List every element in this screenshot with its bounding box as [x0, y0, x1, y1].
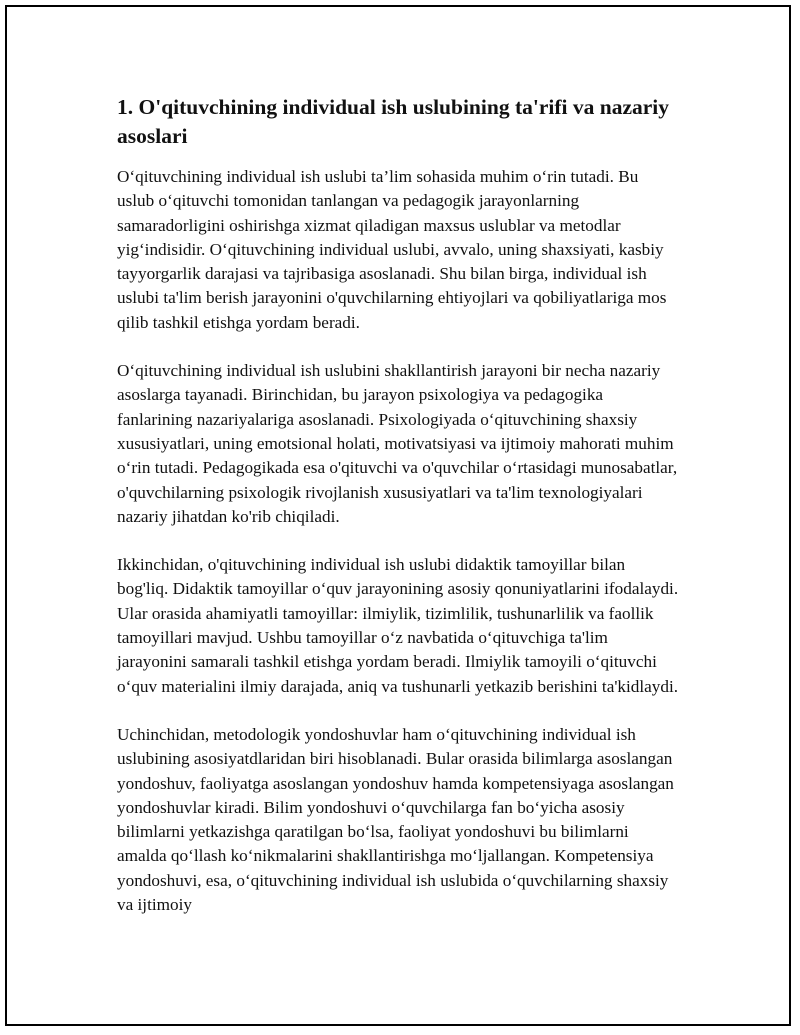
paragraph-3: Ikkinchidan, o'qituvchining individual ish uslubi didaktik tamoyillar bilan bog'liq. Didaktik tamoyillar o‘quv jarayonining asosiy qonuniyatlarini ifodalaydi. Ular orasida ahamiyatli tamoyillar: ilmiylik, tizimlilik, tushunarlilik va faollik tamoyillari mavjud. Ushbu tamoyillar o‘z navbatida o‘qituvchiga ta'lim jarayonini samarali tashkil etishga yordam beradi. Ilmiylik tamoyili o‘qituvchi o‘quv materialini ilmiy darajada, aniq va tushunarli yetkazib berishini ta'kidlaydi.: [117, 555, 679, 696]
document-body: [117, 93, 679, 941]
paragraph-4: Uchinchidan, metodologik yondoshuvlar ham o‘qituvchining individual ish uslubining asosiyatdlaridan biri hisoblanadi. Bular orasida bilimlarga asoslangan yondoshuv, faoliyatga asoslangan yondoshuv hamda kompetensiyaga asoslangan yondoshuvlar kiradi. Bilim yondoshuvi o‘quvchilarga fan bo‘yicha asosiy bilimlarni yetkazishga qaratilgan bo‘lsa, faoliyat yondoshuvi bu bilimlarni amalda qo‘llash ko‘nikmalarini shakllantirishga mo‘ljallangan. Kompetensiya yondoshuvi, esa, o‘qituvchining individual ish uslubida o‘quvchilarning shaxsiy va ijtimoiy: [117, 724, 674, 915]
section-heading: 1. O'qituvchining individual ish uslubining ta'rifi va nazariy asoslari: [117, 95, 669, 148]
paragraph-2: O‘qituvchining individual ish uslubini shakllantirish jarayoni bir necha nazariy asoslarga tayanadi. Birinchidan, bu jarayon psixologiya va pedagogika fanlarining nazariyalariga asoslanadi. Psixologiyada o‘qituvchining shaxsiy xususiyatlari, uning emotsional holati, motivatsiyasi va ijtimoiy mahorati muhim o‘rin tutadi. Pedagogikada esa o'qituvchi va o'quvchilar o‘rtasidagi munosabatlar, o'quvchilarning psixologik rivojlanish xususiyatlari va ta'lim texnologiyalari nazariy jihatdan ko'rib chiqiladi.: [117, 361, 678, 526]
paragraph-1: O‘qituvchining individual ish uslubi ta’lim sohasida muhim o‘rin tutadi. Bu uslub o‘qituvchi tomonidan tanlangan va pedagogik jarayonlarning samaradorligini oshirishga xizmat qiladigan maxsus uslublar va metodlar yig‘indisidir. O‘qituvchining individual uslubi, avvalo, uning shaxsiyati, kasbiy tayyorgarlik darajasi va tajribasiga asoslanadi. Shu bilan birga, individual ish uslubi ta'lim berish jarayonini o'quvchilarning ehtiyojlari va qobiliyatlariga mos qilib tashkil etishga yordam beradi.: [117, 167, 667, 332]
